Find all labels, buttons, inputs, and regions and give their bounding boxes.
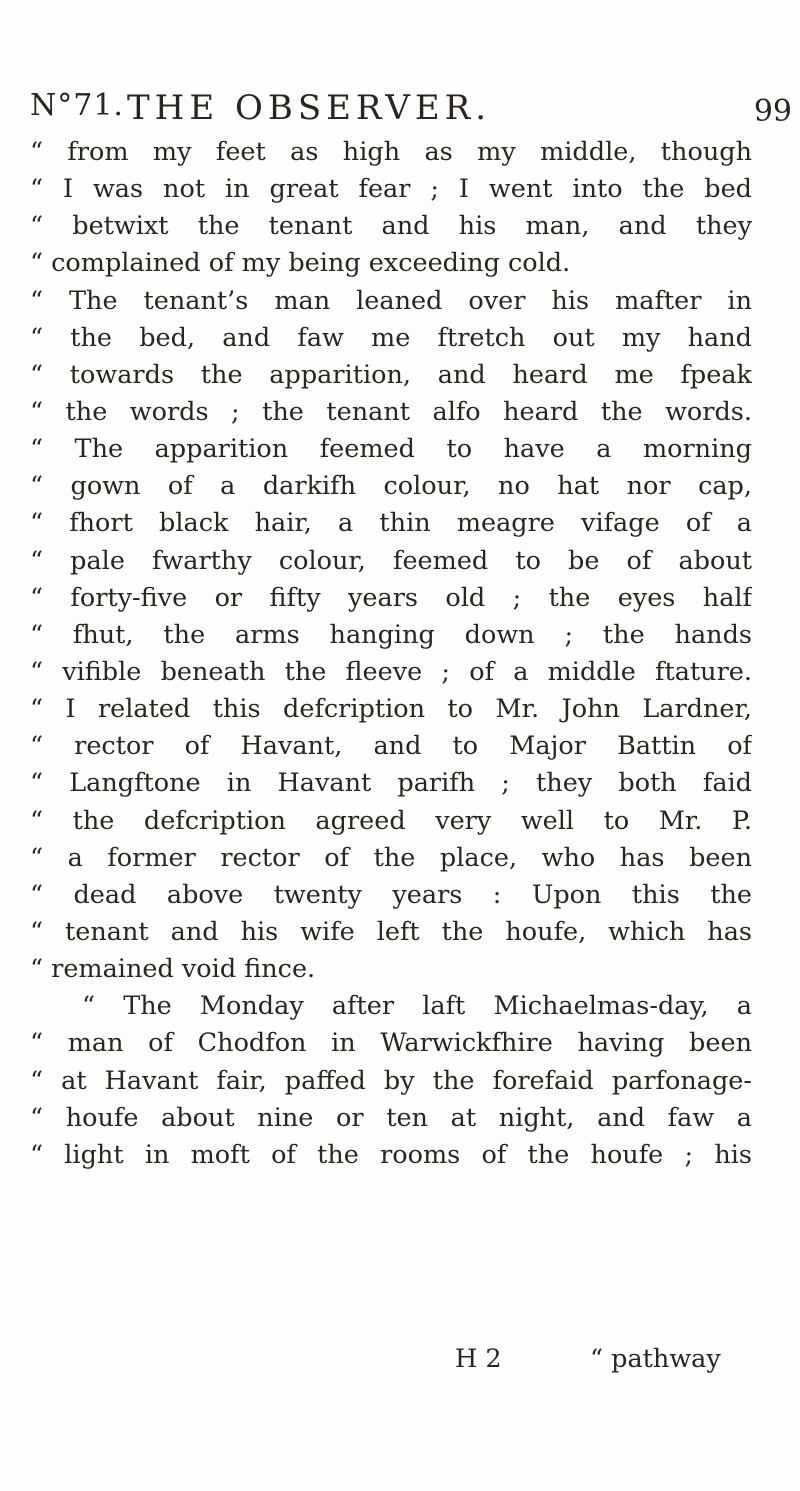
text-line: “ Langftone in Havant parifh ; they both faid <box>30 768 752 799</box>
text-line: “ houfe about nine or ten at night, and faw a <box>30 1102 752 1133</box>
text-line: “ The tenant’s man leaned over his mafter in <box>30 285 752 316</box>
text-line: “ I related this defcription to Mr. John Lardner, <box>30 694 752 725</box>
text-line: “ pale fwarthy colour, feemed to be of about <box>30 545 752 576</box>
running-title: THE OBSERVER. <box>127 88 492 128</box>
text-line: “ a former rector of the place, who has been <box>30 842 752 873</box>
text-line: “ at Havant fair, paffed by the forefaid parfonage- <box>30 1065 752 1096</box>
running-header <box>30 88 792 138</box>
text-line: “ tenant and his wife left the houfe, which has <box>30 916 752 947</box>
text-line: “ forty-five or fifty years old ; the eyes half <box>30 582 752 613</box>
text-line: “ The apparition feemed to have a morning <box>30 434 752 465</box>
text-line: “ I was not in great fear ; I went into the bed <box>30 174 752 205</box>
text-line: “ remained void fince. <box>30 954 316 985</box>
body-text <box>30 134 752 1174</box>
text-line: “ vifible beneath the fleeve ; of a middle ftature. <box>30 656 752 687</box>
text-line: “ towards the apparition, and heard me fpeak <box>30 359 752 390</box>
page-number: 99 <box>753 94 792 129</box>
text-line: “ rector of Havant, and to Major Battin of <box>30 731 752 762</box>
text-line: “ fhut, the arms hanging down ; the hands <box>30 619 752 650</box>
text-line: “ the words ; the tenant alfo heard the words. <box>30 396 752 427</box>
text-line: “ betwixt the tenant and his man, and they <box>30 211 752 242</box>
text-line: “ fhort black hair, a thin meagre vifage of a <box>30 508 752 539</box>
text-line: “ complained of my being exceeding cold. <box>30 248 571 279</box>
text-line: “ The Monday after laft Michaelmas-day, a <box>82 991 752 1022</box>
text-line: “ from my feet as high as my middle, though <box>30 137 752 167</box>
text-line: “ dead above twenty years : Upon this the <box>30 879 752 910</box>
catchword: “ pathway <box>590 1344 721 1374</box>
folio-number: N°71. <box>30 88 124 123</box>
text-line: “ light in moft of the rooms of the houfe ; his <box>30 1139 752 1170</box>
text-line: “ the bed, and faw me ftretch out my hand <box>30 322 752 353</box>
signature-mark: H 2 <box>455 1344 502 1374</box>
text-line: “ gown of a darkifh colour, no hat nor cap, <box>30 471 752 502</box>
text-line: “ the defcription agreed very well to Mr. P. <box>30 805 752 836</box>
page-footer <box>30 1344 752 1382</box>
text-line: “ man of Chodfon in Warwickfhire having been <box>30 1028 752 1059</box>
